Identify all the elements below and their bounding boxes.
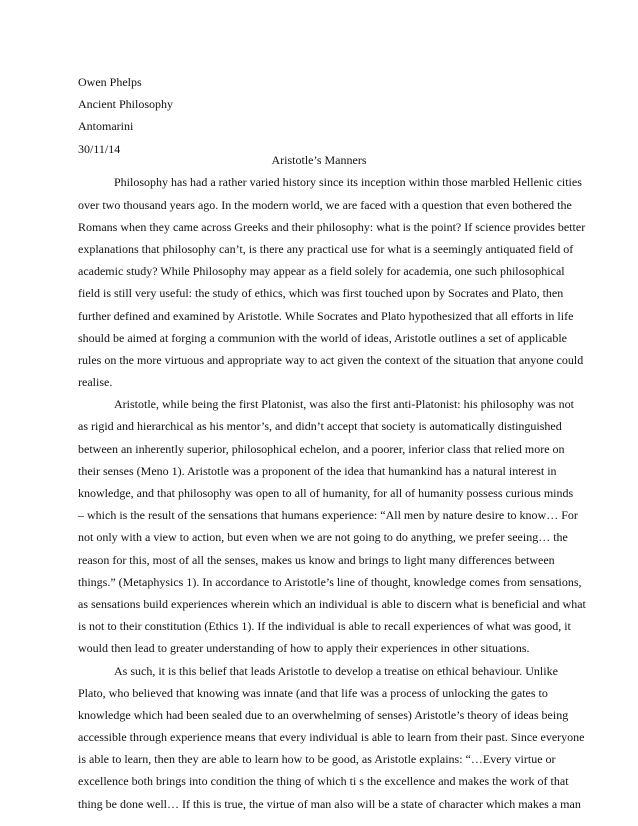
author-name: Owen Phelps: [78, 75, 142, 89]
text-line: – which is the result of the sensations that humans experience: “All men by nature desire to know… For: [78, 508, 578, 523]
text-line: field is still very useful: the study of ethics, which was first touched upon by Socrates and Plato, then: [78, 286, 564, 301]
text-line: knowledge which had been sealed due to an overwhelming of senses) Aristotle’s theory of ideas being: [78, 707, 569, 722]
date: 30/11/14: [78, 141, 121, 156]
paragraph: [78, 171, 586, 393]
text-line: is not to their constitution (Ethics 1). If the individual is able to recall experiences of what was good, it: [78, 619, 571, 634]
text-line: between an inherently superior, philosophical echelon, and a poorer, inferior class that relied more on: [78, 441, 565, 456]
text-line: reason for this, most of all the senses, makes us know and brings to light many differences between: [78, 552, 555, 567]
text-line: Aristotle, while being the first Platonist, was also the first anti-Platonist: his philosophy was not: [114, 397, 574, 412]
text-line: would then lead to greater understanding of how to apply their experiences in other situations.: [78, 641, 530, 656]
text-line: their senses (Meno 1). Aristotle was a proponent of the idea that humankind has a natural interest in: [78, 463, 557, 478]
paragraph: [78, 660, 585, 815]
text-line: further defined and examined by Aristotle. While Socrates and Plato hypothesized that all efforts in life: [78, 308, 574, 323]
course-name: Ancient Philosophy: [78, 97, 173, 112]
header-block: [78, 71, 173, 160]
text-line: is able to learn, then they are able to learn how to be good, as Aristotle explains: “…Every virtue or: [78, 752, 556, 767]
essay-title: Aristotle’s Manners: [271, 153, 367, 167]
paragraph: [78, 393, 586, 659]
text-line: realise.: [78, 375, 113, 390]
text-line: not only with a view to action, but even when we are not going to do anything, we prefer seeing… the: [78, 530, 568, 545]
text-line: things.” (Metaphysics 1). In accordance to Aristotle’s line of thought, knowledge comes from sensations,: [78, 574, 582, 589]
text-line: as sensations build experiences wherein which an individual is able to discern what is beneficial and what: [78, 596, 586, 611]
essay-body: [78, 171, 586, 814]
text-line: as rigid and hierarchical as his mentor’s, and didn’t accept that society is automatically distinguished: [78, 419, 562, 434]
text-line: Plato, who believed that knowing was innate (and that life was a process of unlocking the gates to: [78, 685, 548, 700]
text-line: academic study? While Philosophy may appear as a field solely for academia, one such philosophical: [78, 264, 565, 279]
text-line: over two thousand years ago. In the modern world, we are faced with a question that even bothered the: [78, 197, 572, 212]
text-line: should be aimed at forging a communion with the world of ideas, Aristotle outlines a set of applicable: [78, 330, 568, 345]
text-line: knowledge, and that philosophy was open to all of humanity, for all of humanity possess curious minds: [78, 486, 574, 501]
text-line: explanations that philosophy can’t, is there any practical use for what is a seemingly antiquated field of: [78, 241, 574, 256]
text-line: accessible through experience means that every individual is able to learn from their past. Since everyone: [78, 730, 585, 745]
text-line: rules on the more virtuous and appropriate way to act given the context of the situation that anyone could: [78, 352, 584, 367]
text-line: Romans when they came across Greeks and their philosophy: what is the point? If science provides better: [78, 219, 586, 234]
instructor-name: Antomarini: [78, 119, 134, 134]
text-line: Philosophy has had a rather varied history since its inception within those marbled Hellenic cities: [114, 175, 582, 190]
text-line: excellence both brings into condition the thing of which ti s the excellence and makes the work of that: [78, 774, 569, 789]
text-line: thing be done well… If this is true, the virtue of man also will be a state of character which makes a man: [78, 796, 581, 811]
text-line: As such, it is this belief that leads Aristotle to develop a treatise on ethical behaviour. Unlike: [114, 663, 558, 678]
